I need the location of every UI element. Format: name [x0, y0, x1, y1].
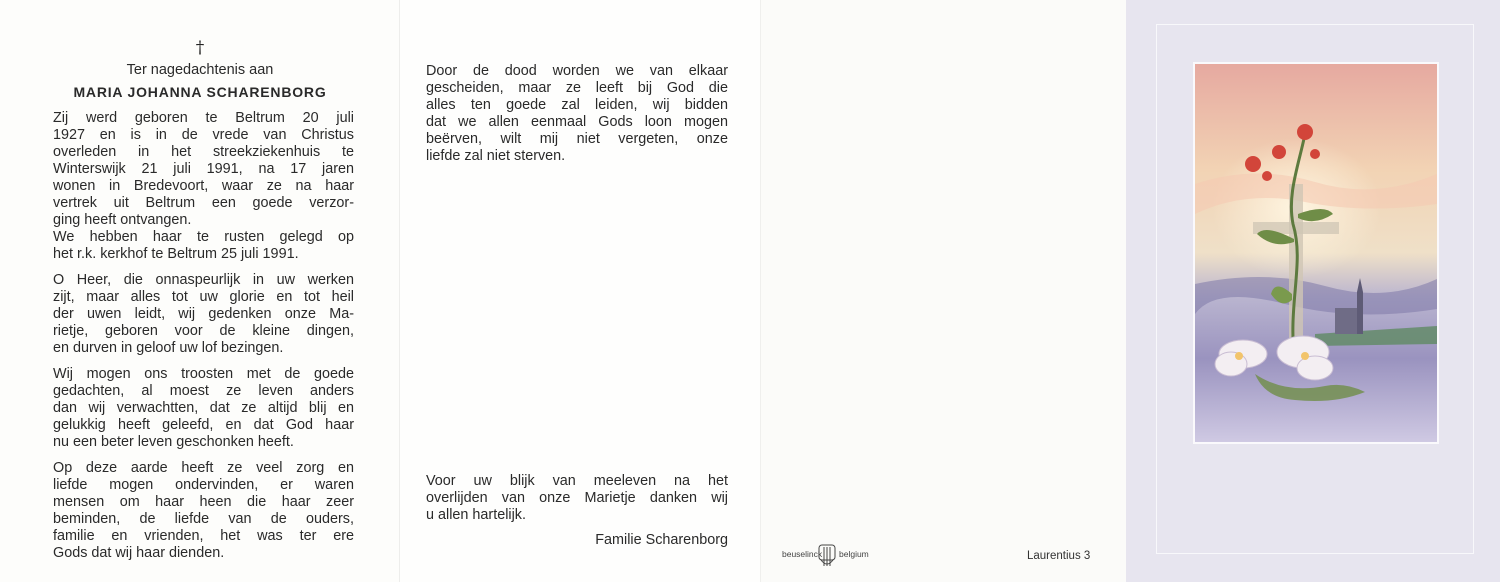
text-line: gescheiden, maar ze leeft bij God die [426, 80, 728, 96]
text-line: Wij mogen ons troosten met de goede [53, 366, 354, 382]
deceased-name: MARIA JOHANNA SCHARENBORG [73, 84, 327, 100]
text-line: der uwen leidt, wij gedenken onze Ma- [53, 306, 354, 322]
text-line: ging heeft ontvangen. [53, 212, 192, 228]
text-line: overleden in het streekziekenhuis te [53, 144, 354, 160]
memorial-intro: Ter nagedachtenis aan [126, 62, 274, 78]
biography-text [53, 110, 354, 562]
text-line: liefde zal niet sterven. [426, 148, 566, 164]
text-line: 1927 en is in de vrede van Christus [53, 127, 354, 143]
text-line: alles ten goede zal leiden, wij bidden [426, 97, 728, 113]
thanks-text [426, 473, 728, 524]
text-line: gelukkig heeft geleefd, en dat God haar [53, 417, 354, 433]
back-panel [760, 0, 1126, 582]
publisher-emblem-icon [816, 544, 838, 568]
illustration-svg [1195, 64, 1437, 442]
text-line: liefde mogen ondervinden, er waren [53, 477, 354, 493]
text-line: beërven, wilt mij niet vergeten, onze [426, 131, 728, 147]
text-line: nu een beter leven geschonken heeft. [53, 434, 294, 450]
text-line: dat we allen eenmaal Gods loon mogen [426, 114, 728, 130]
text-line: het r.k. kerkhof te Beltrum 25 juli 1991. [53, 246, 299, 262]
text-line: vertrek uit Beltrum een goede verzor- [53, 195, 354, 211]
text-line: gedachten, al moest ze leven anders [53, 383, 354, 399]
text-line: Op deze aarde heeft ze veel zorg en [53, 460, 354, 476]
text-line: overlijden van onze Marietje danken wij [426, 490, 728, 506]
text-line: Gods dat wij haar dienden. [53, 545, 225, 561]
text-line: O Heer, die onnaspeurlijk in uw werken [53, 272, 354, 288]
text-line: wonen in Bredevoort, waar ze na haar [53, 178, 354, 194]
text-line: familie en vrienden, het was ter ere [53, 528, 354, 544]
text-line: zijt, maar alles tot uw glorie en tot heil [53, 289, 354, 305]
text-line: We hebben haar te rusten gelegd op [53, 229, 354, 245]
text-line: dan wij verwachtten, dat ze altijd blij en [53, 400, 354, 416]
text-line: mensen om haar heen die haar zeer [53, 494, 354, 510]
text-line: Voor uw blijk van meeleven na het [426, 473, 728, 489]
text-line: rietje, geboren voor de kleine dingen, [53, 323, 354, 339]
family-signature: Familie Scharenborg [595, 532, 728, 548]
text-line: u allen hartelijk. [426, 507, 526, 523]
publisher-name: beuselinck [782, 549, 823, 559]
church-tower [1357, 292, 1363, 334]
publisher-logo [782, 544, 869, 570]
text-line: beminden, de liefde van de ouders, [53, 511, 354, 527]
text-line: Winterswijk 21 juli 1991, na 17 jaren [53, 161, 354, 177]
poem-text [426, 63, 728, 165]
publisher-country: belgium [839, 549, 869, 559]
cover-illustration [1193, 62, 1439, 444]
text-line: Zij werd geboren te Beltrum 20 juli [53, 110, 354, 126]
cross-symbol: † [195, 38, 205, 58]
text-line: en durven in geloof uw lof bezingen. [53, 340, 284, 356]
text-line: Door de dood worden we van elkaar [426, 63, 728, 79]
church-body [1335, 308, 1357, 334]
card-model-label: Laurentius 3 [1027, 550, 1091, 562]
